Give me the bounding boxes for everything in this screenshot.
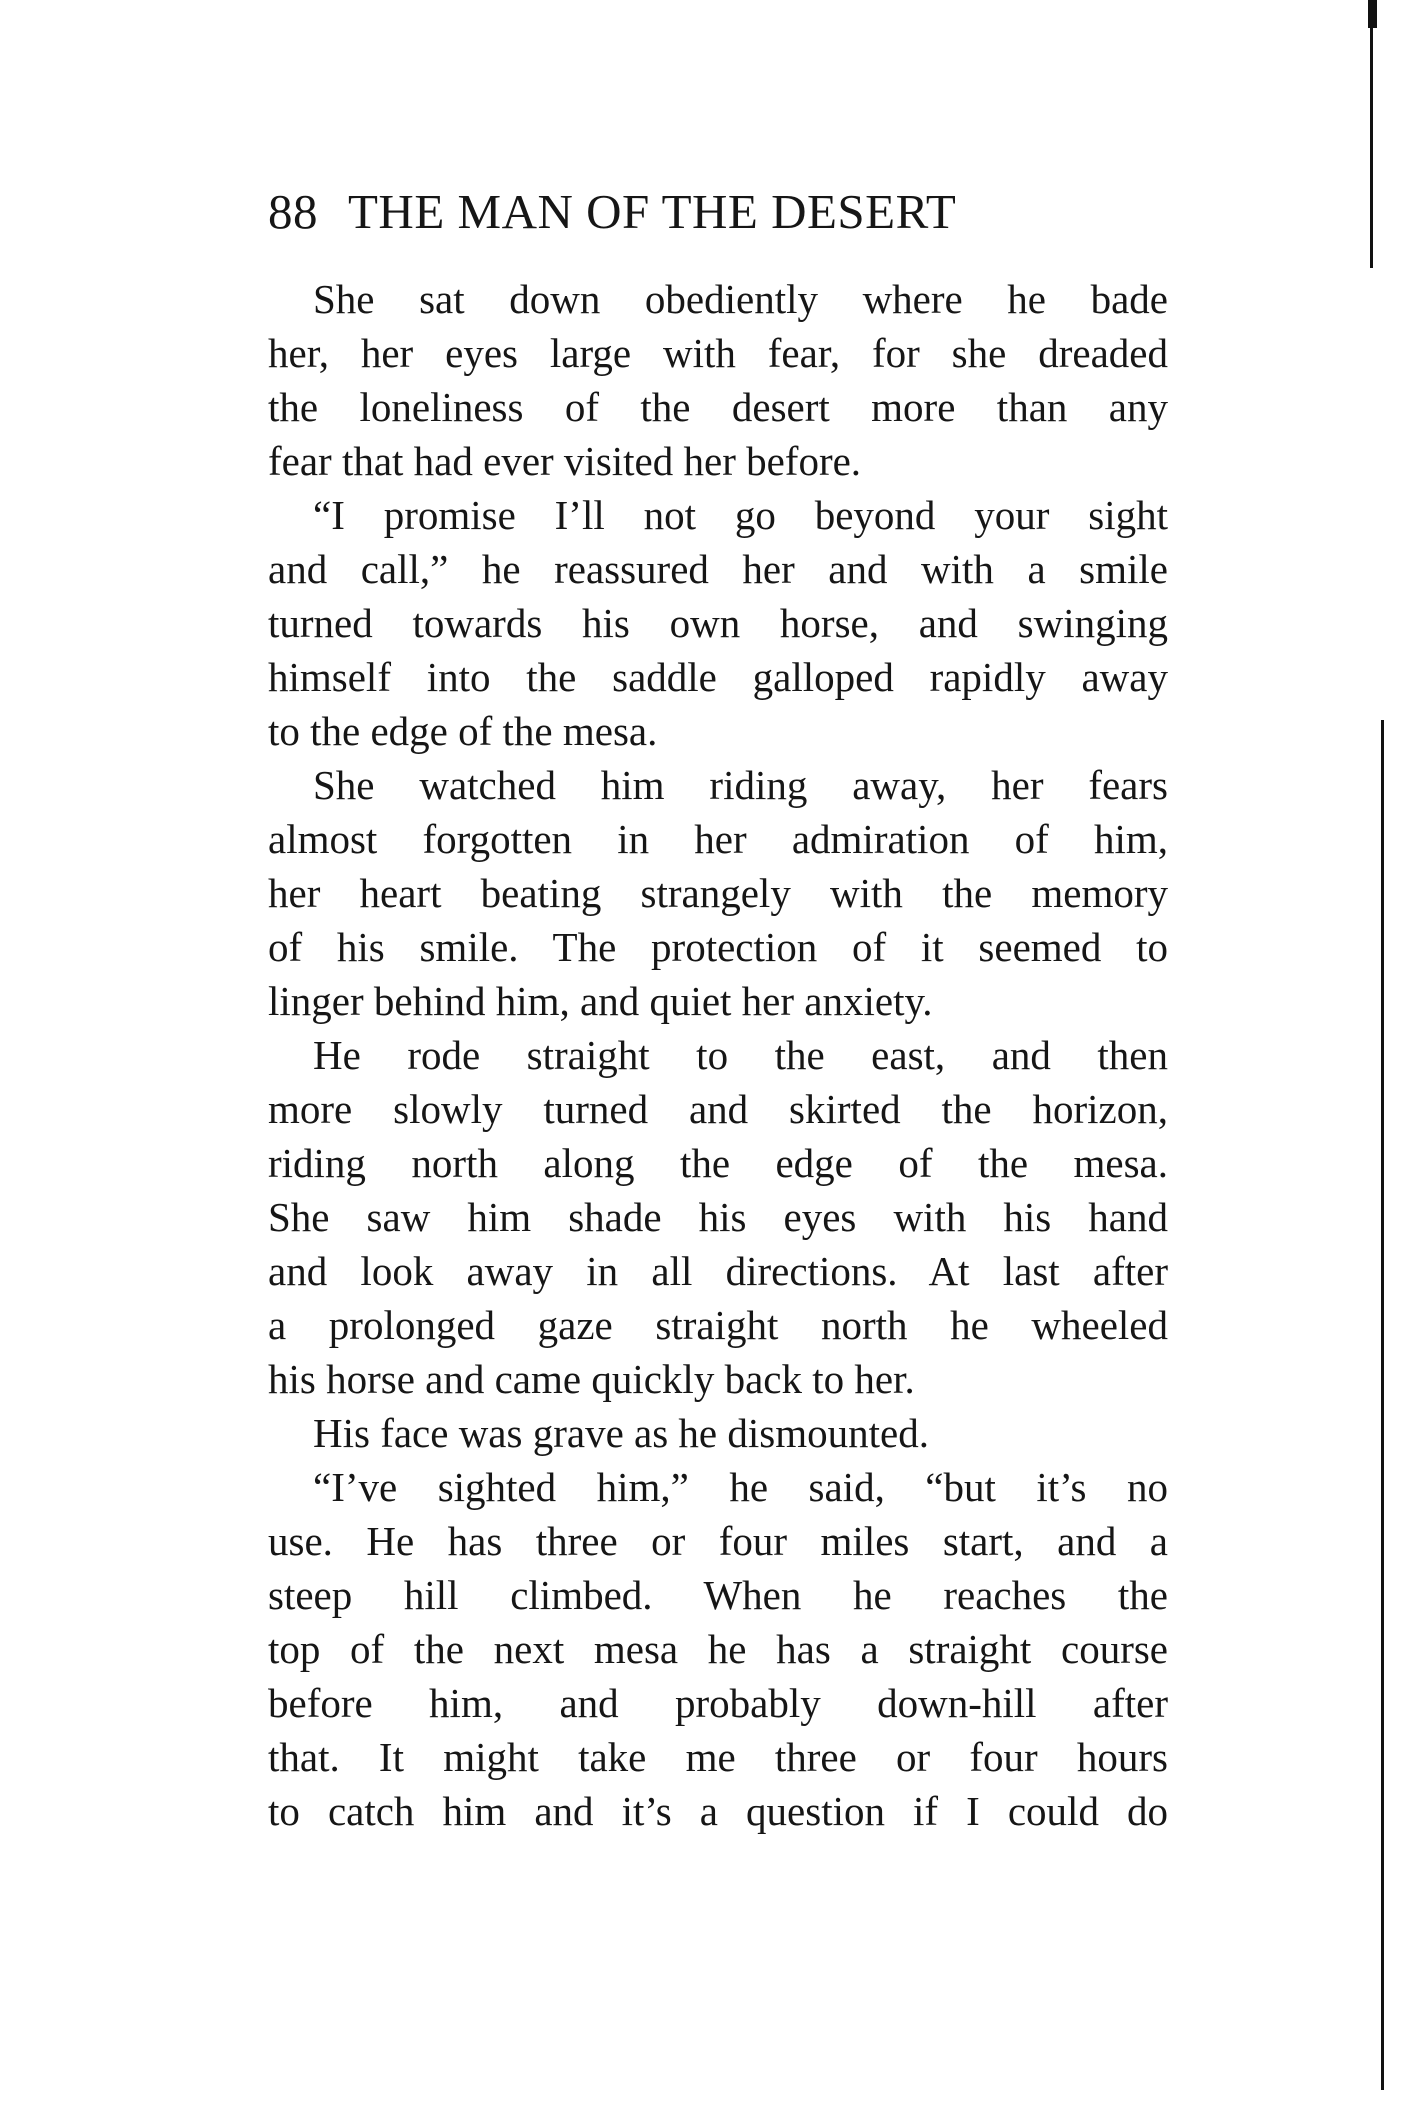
text-line: of his smile. The protection of it seemed to	[268, 924, 1168, 970]
text-line: His face was grave as he dismounted.	[313, 1410, 929, 1456]
body-text	[268, 272, 1168, 1838]
text-line: more slowly turned and skirted the horizon,	[268, 1086, 1168, 1132]
text-line: her heart beating strangely with the memory	[268, 870, 1168, 916]
text-line: He rode straight to the east, and then	[313, 1032, 1168, 1078]
page-number: 88	[268, 184, 318, 239]
text-line: She saw him shade his eyes with his hand	[268, 1194, 1168, 1240]
text-line: She sat down obediently where he bade	[313, 276, 1168, 322]
text-line: to the edge of the mesa.	[268, 708, 658, 754]
text-line: She watched him riding away, her fears	[313, 762, 1168, 808]
text-line: “I’ve sighted him,” he said, “but it’s no	[313, 1464, 1168, 1510]
text-line: to catch him and it’s a question if I could do	[268, 1788, 1168, 1834]
text-line: her, her eyes large with fear, for she dreaded	[268, 330, 1168, 376]
text-line: linger behind him, and quiet her anxiety.	[268, 978, 933, 1024]
binding-edge-lower	[1381, 720, 1384, 2090]
text-line: turned towards his own horse, and swinging	[268, 600, 1168, 646]
text-line: the loneliness of the desert more than any	[268, 384, 1168, 430]
text-line: “I promise I’ll not go beyond your sight	[313, 492, 1168, 538]
text-line: and look away in all directions. At last after	[268, 1248, 1168, 1294]
text-line: that. It might take me three or four hours	[268, 1734, 1168, 1780]
text-line: riding north along the edge of the mesa.	[268, 1140, 1168, 1186]
text-line: almost forgotten in her admiration of him,	[268, 816, 1168, 862]
text-line: himself into the saddle galloped rapidly away	[268, 654, 1168, 700]
running-head	[268, 182, 1168, 242]
running-title: THE MAN OF THE DESERT	[348, 184, 957, 239]
text-line: before him, and probably down-hill after	[268, 1680, 1168, 1726]
binding-edge-top	[1368, 0, 1377, 28]
text-line: fear that had ever visited her before.	[268, 438, 862, 484]
text-line: and call,” he reassured her and with a smile	[268, 546, 1168, 592]
binding-edge-upper	[1370, 28, 1373, 268]
text-line: use. He has three or four miles start, and a	[268, 1518, 1168, 1564]
text-line: a prolonged gaze straight north he wheeled	[268, 1302, 1168, 1348]
text-line: his horse and came quickly back to her.	[268, 1356, 915, 1402]
text-line: steep hill climbed. When he reaches the	[268, 1572, 1168, 1618]
text-line: top of the next mesa he has a straight course	[268, 1626, 1168, 1672]
